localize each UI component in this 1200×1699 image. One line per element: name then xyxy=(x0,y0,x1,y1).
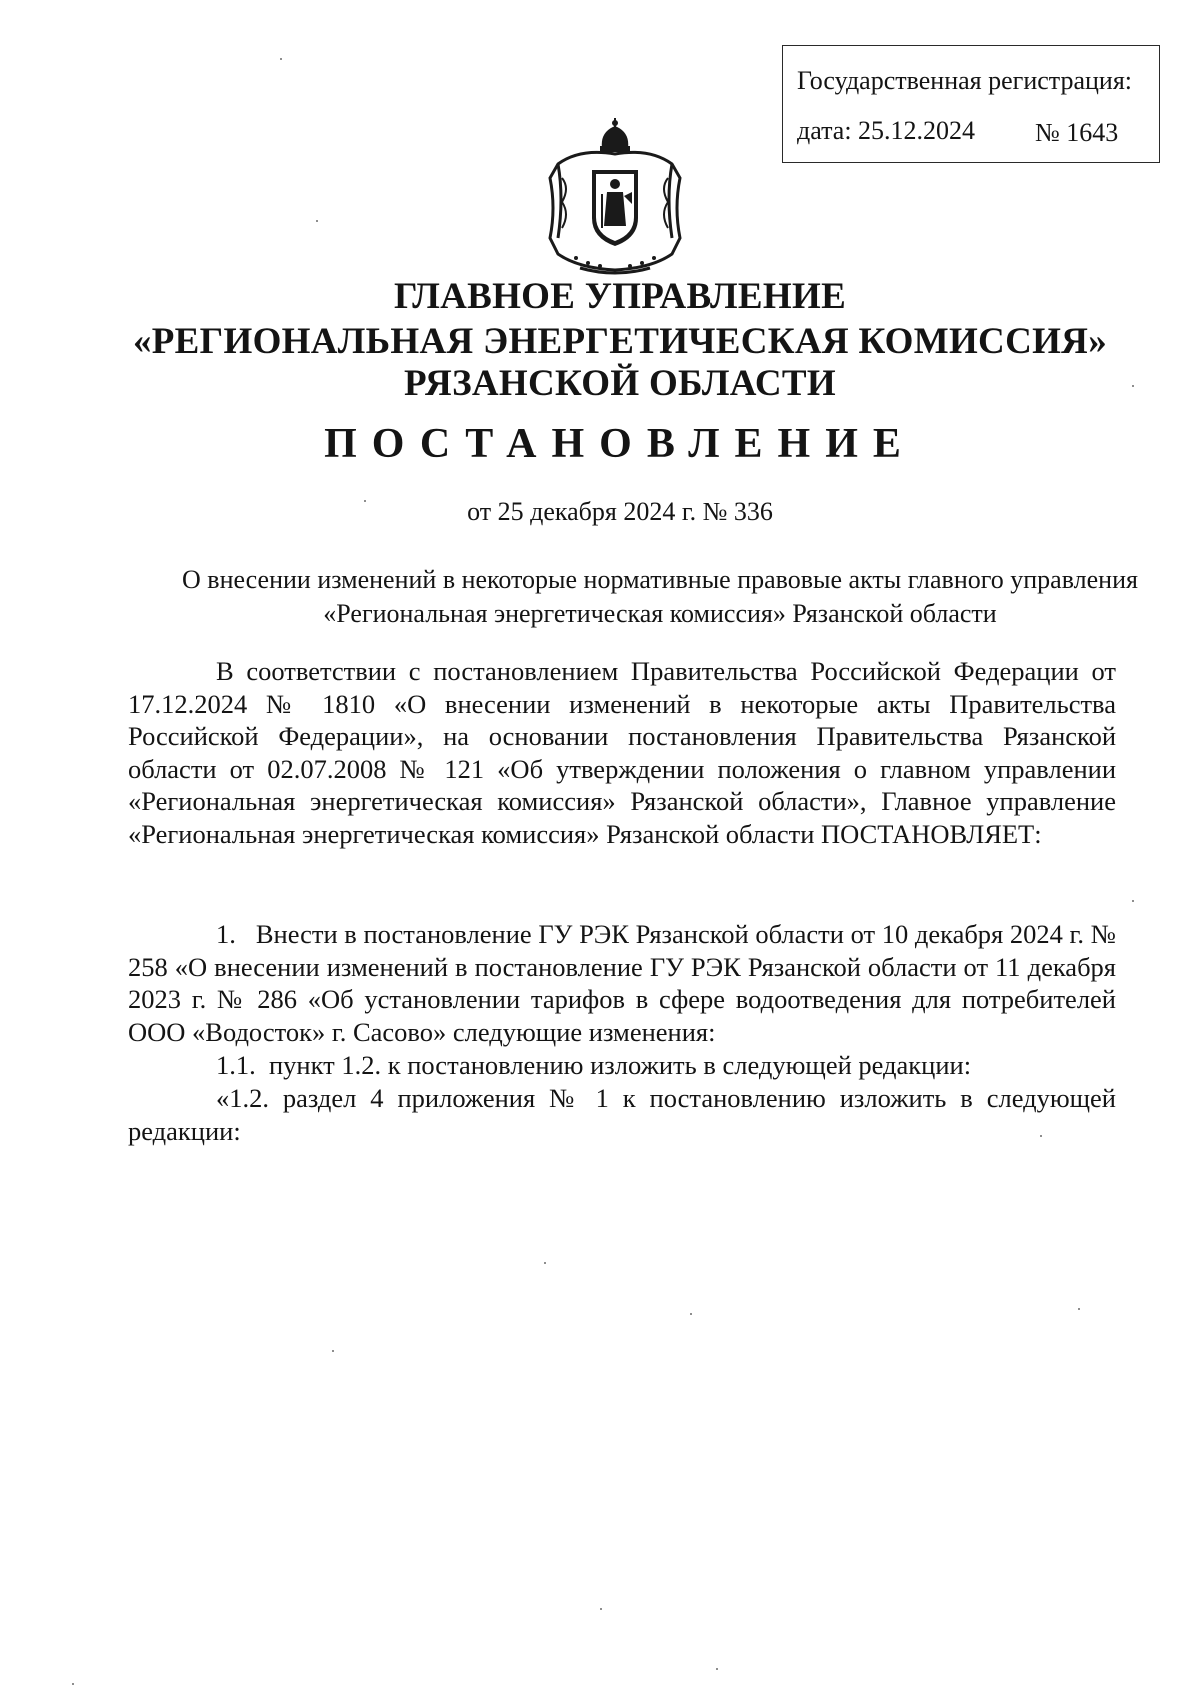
scan-artifact xyxy=(12,0,272,6)
preamble-paragraph: В соответствии с постановлением Правительства Российской Федерации от 17.12.2024 № 1810 «О внесении изменений в некоторые акты Правительства Российской Федерации», на основании постановления Правительства Рязанской области от 02.07.2008 № 121 «Об утверждении положения о главном управлении «Региональная энергетическая комиссия» Рязанской области», Главное управление «Региональная энергетическая комиссия» Рязанской области ПОСТАНОВЛЯЕТ: xyxy=(128,656,1116,849)
organization-name-line-1: ГЛАВНОЕ УПРАВЛЕНИЕ xyxy=(393,276,847,317)
registration-date: дата: 25.12.2024 xyxy=(797,116,976,145)
registration-title: Государственная регистрация: xyxy=(797,66,1133,95)
ryazan-coat-of-arms-icon xyxy=(540,118,690,276)
registration-stamp xyxy=(782,45,1160,163)
organization-name-line-2: «РЕГИОНАЛЬНАЯ ЭНЕРГЕТИЧЕСКАЯ КОМИССИЯ» xyxy=(132,321,1107,362)
organization-name-line-3: РЯЗАНСКОЙ ОБЛАСТИ xyxy=(404,363,836,404)
document-date-number: от 25 декабря 2024 г. № 336 xyxy=(467,497,773,526)
document-type-heading: ПОСТАНОВЛЕНИЕ xyxy=(324,421,916,467)
item-1-2-paragraph: «1.2. раздел 4 приложения № 1 к постановлению изложить в следующей редакции: xyxy=(128,1083,1116,1146)
item-1-paragraph: 1. Внести в постановление ГУ РЭК Рязанской области от 10 декабря 2024 г. № 258 «О внесении изменений в постановление ГУ РЭК Рязанской области от 11 декабря 2023 г. № 286 «Об установлении тарифов в сфере водоотведения для потребителей ООО «Водосток» г. Сасово» следующие изменения: xyxy=(128,919,1116,1047)
item-1-1-paragraph: 1.1. пункт 1.2. к постановлению изложить в следующей редакции: xyxy=(216,1050,972,1080)
document-subject: О внесении изменений в некоторые нормативные правовые акты главного управления «Региональная энергетическая комиссия» Рязанской области xyxy=(182,565,1138,628)
registration-number: № 1643 xyxy=(1035,118,1119,147)
